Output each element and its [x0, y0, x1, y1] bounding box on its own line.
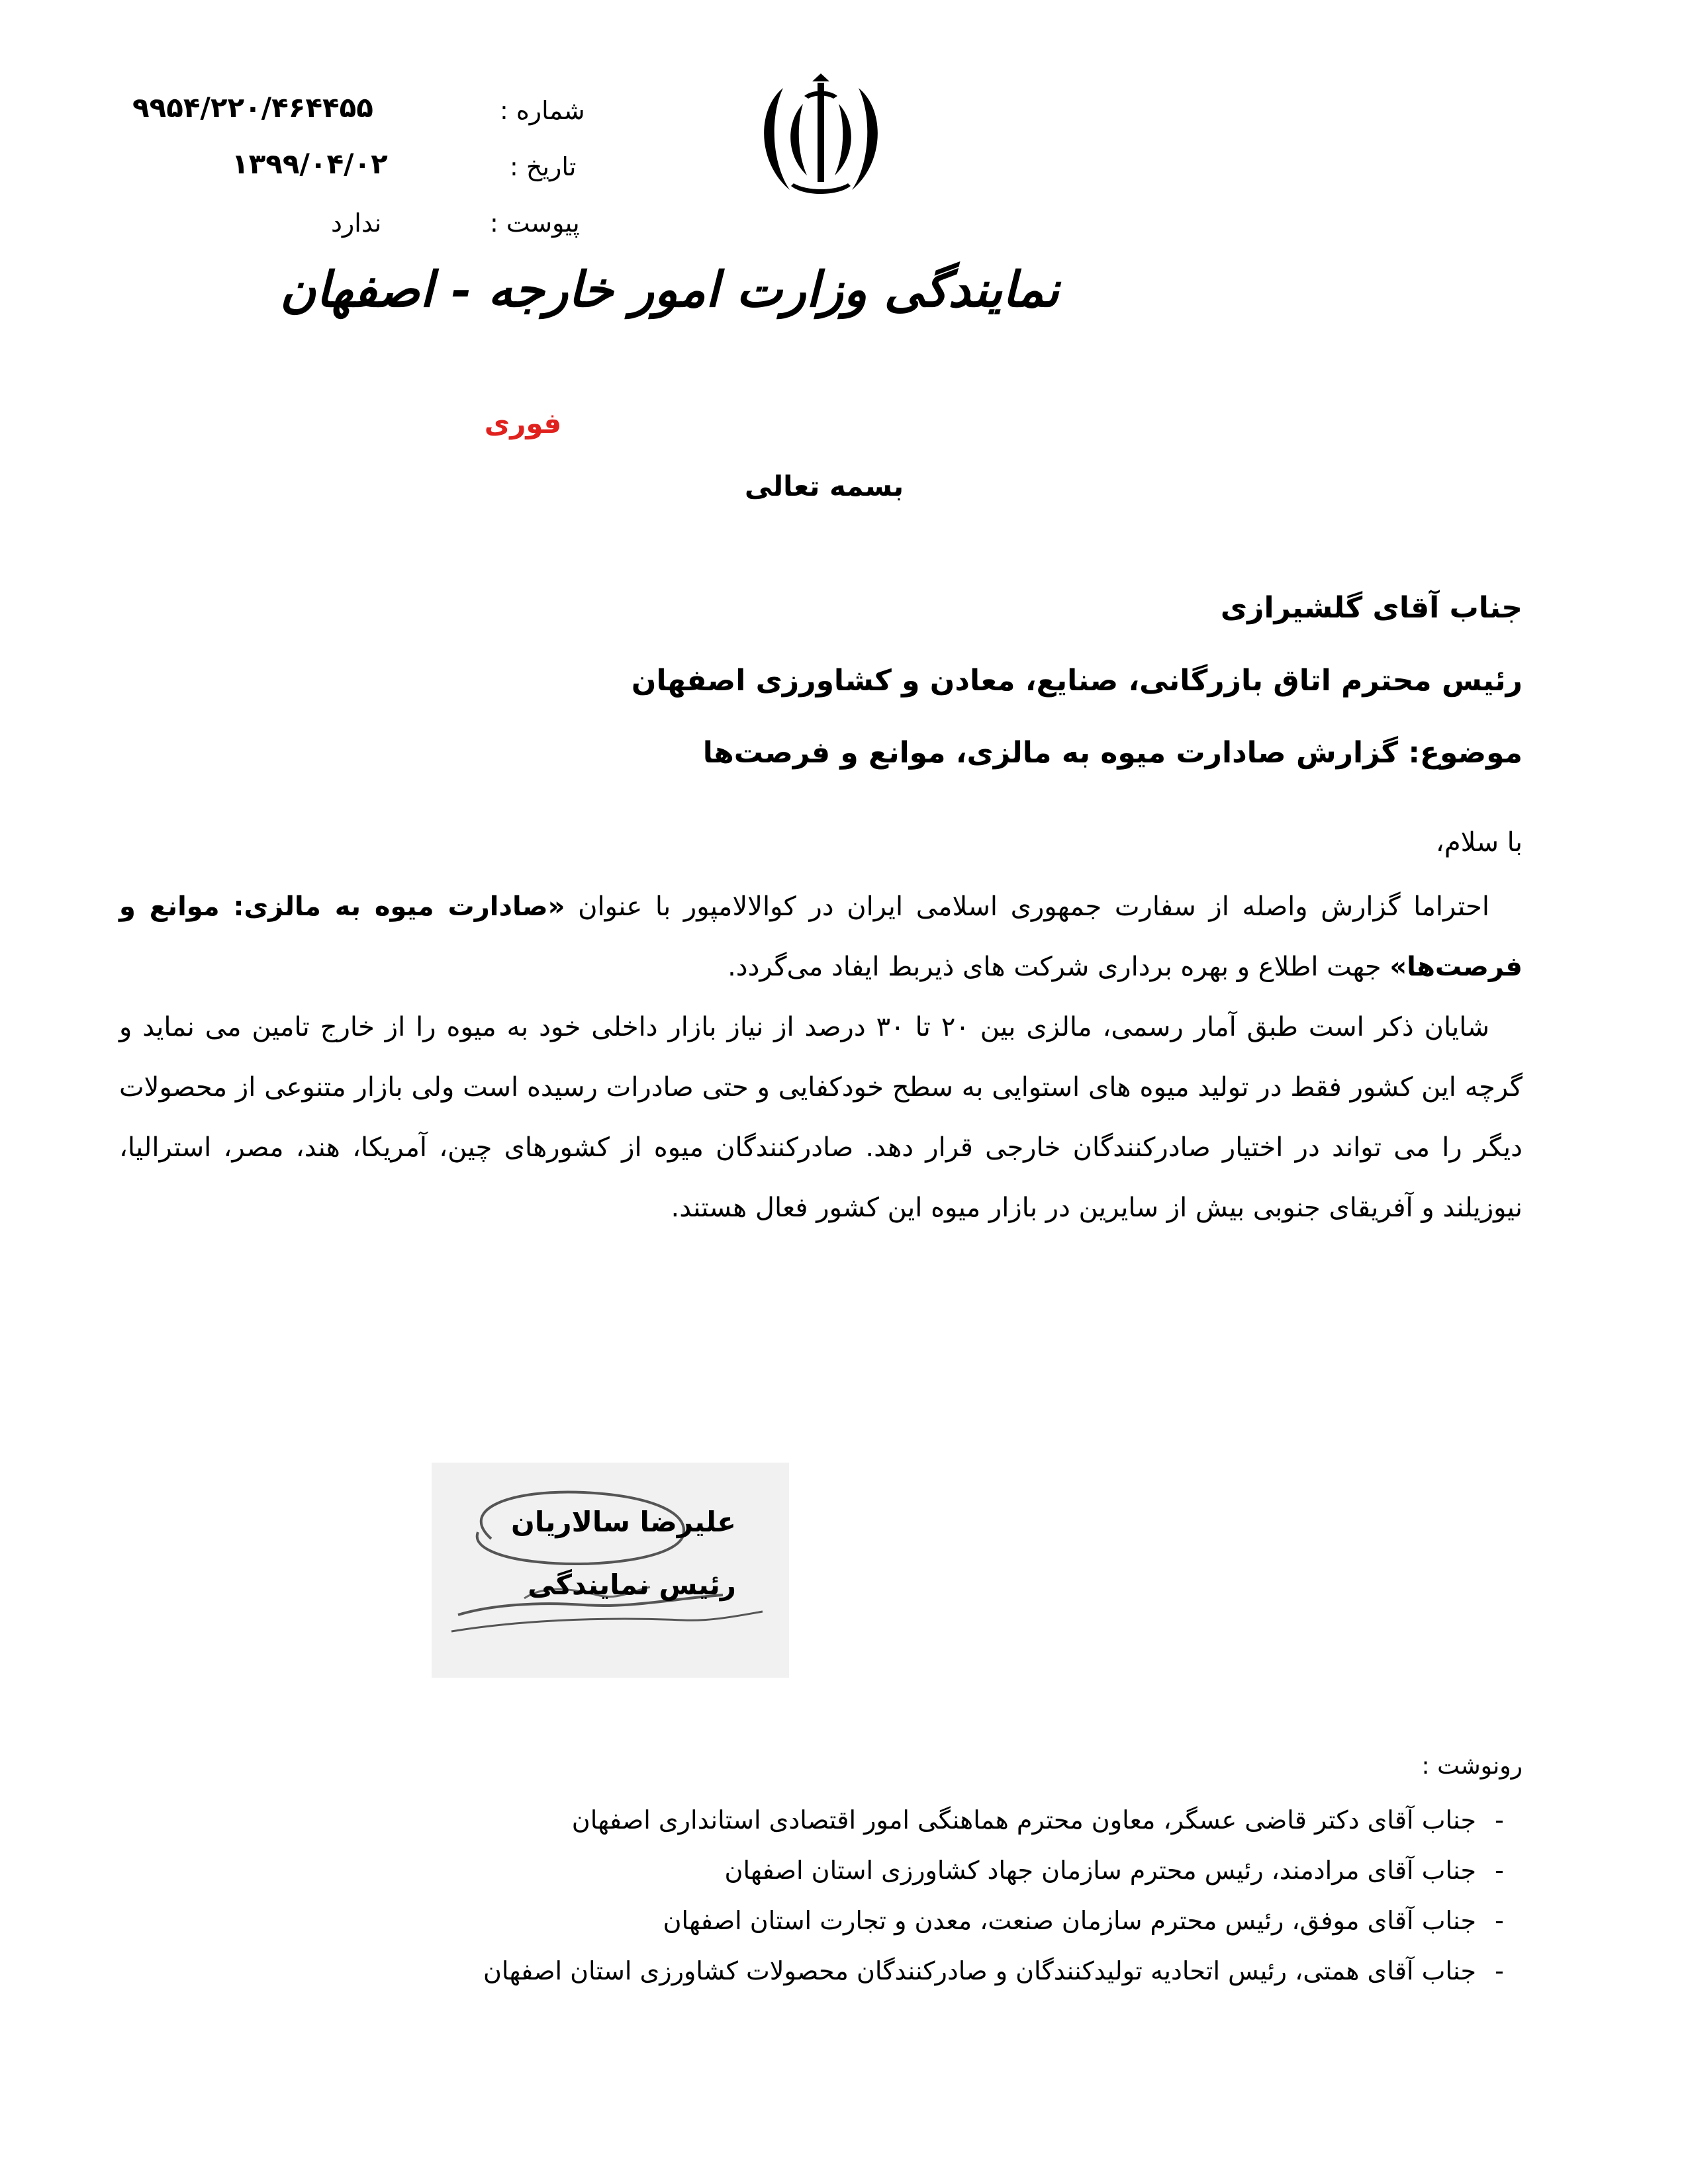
cc-item: -جناب آقای مرادمند، رئیس محترم سازمان جهاد کشاورزی استان اصفهان	[724, 1856, 1504, 1885]
agency-name: نمایندگی وزارت امور خارجه - اصفهان	[280, 261, 1059, 318]
signer-title: رئیس نمایندگی	[528, 1569, 736, 1601]
cc-item-text: جناب آقای همتی، رئیس اتحادیه تولیدکنندگان و صادرکنندگان محصولات کشاورزی استان اصفهان	[483, 1956, 1476, 1985]
letter-body	[119, 877, 1523, 1238]
number-label: شماره :	[500, 96, 585, 125]
invocation: بسمه تعالی	[744, 470, 904, 502]
cc-label: رونوشت :	[1421, 1752, 1523, 1780]
cc-item-text: جناب آقای مرادمند، رئیس محترم سازمان جهاد کشاورزی استان اصفهان	[724, 1856, 1476, 1885]
signature-block	[432, 1463, 789, 1678]
number-value: ۹۹۵۴/۲۲۰/۴۶۴۴۵۵	[132, 91, 373, 124]
attachment-value: ندارد	[331, 208, 382, 238]
addressee-title: رئیس محترم اتاق بازرگانی، صنایع، معادن و کشاورزی اصفهان	[631, 664, 1523, 698]
addressee-name: جناب آقای گلشیرازی	[1220, 591, 1523, 625]
priority-label: فوری	[484, 407, 562, 439]
report-title: «صادارت میوه به مالزی: موانع و فرصت‌ها»	[119, 891, 1523, 982]
body-paragraph-2: شایان ذکر است طبق آمار رسمی، مالزی بین ۲۰ تا ۳۰ درصد از نیاز بازار داخلی خود به میوه را از خارج تامین می نماید و گرچه این کشور فقط در تولید میوه های استوایی به سطح خودکفایی و حتی صادرات رسیده است ولی بازار متنوعی از محصولات دیگر را می تواند در اختیار صادرکنندگان خارجی قرار دهد. صادرکنندگان میوه از کشورهای چین، آمریکا، هند، مصر، استرالیا، نیوزیلند و آفریقای جنوبی بیش از سایرین در بازار میوه این کشور فعال هستند.	[119, 1012, 1523, 1223]
cc-item-text: جناب آقای دکتر قاضی عسگر، معاون محترم هماهنگی امور اقتصادی استانداری اصفهان	[571, 1805, 1476, 1835]
cc-item: -جناب آقای موفق، رئیس محترم سازمان صنعت، معدن و تجارت استان اصفهان	[663, 1906, 1504, 1935]
body-paragraph-1	[119, 877, 1523, 997]
cc-item: -جناب آقای دکتر قاضی عسگر، معاون محترم هماهنگی امور اقتصادی استانداری اصفهان	[571, 1805, 1504, 1835]
greeting: با سلام،	[1435, 827, 1523, 858]
cc-item: -جناب آقای همتی، رئیس اتحادیه تولیدکنندگان و صادرکنندگان محصولات کشاورزی استان اصفهان	[483, 1956, 1504, 1985]
date-value: ۱۳۹۹/۰۴/۰۲	[232, 148, 388, 180]
signer-name: علیرضا سالاریان	[511, 1506, 736, 1538]
body-p1-text: احتراما گزارش واصله از سفارت جمهوری اسلامی ایران در کوالالامپور با عنوان	[565, 891, 1489, 922]
cc-item-text: جناب آقای موفق، رئیس محترم سازمان صنعت، معدن و تجارت استان اصفهان	[663, 1906, 1476, 1935]
body-p1-tail: جهت اطلاع و بهره برداری شرکت های ذیربط ایفاد می‌گردد.	[727, 952, 1390, 982]
date-label: تاریخ :	[510, 152, 577, 181]
iran-emblem-icon	[751, 69, 890, 202]
cc-list	[483, 1795, 1523, 1996]
subject-line: موضوع: گزارش صادارت میوه به مالزی، موانع و فرصت‌ها	[702, 736, 1523, 770]
attachment-label: پیوست :	[490, 208, 580, 238]
